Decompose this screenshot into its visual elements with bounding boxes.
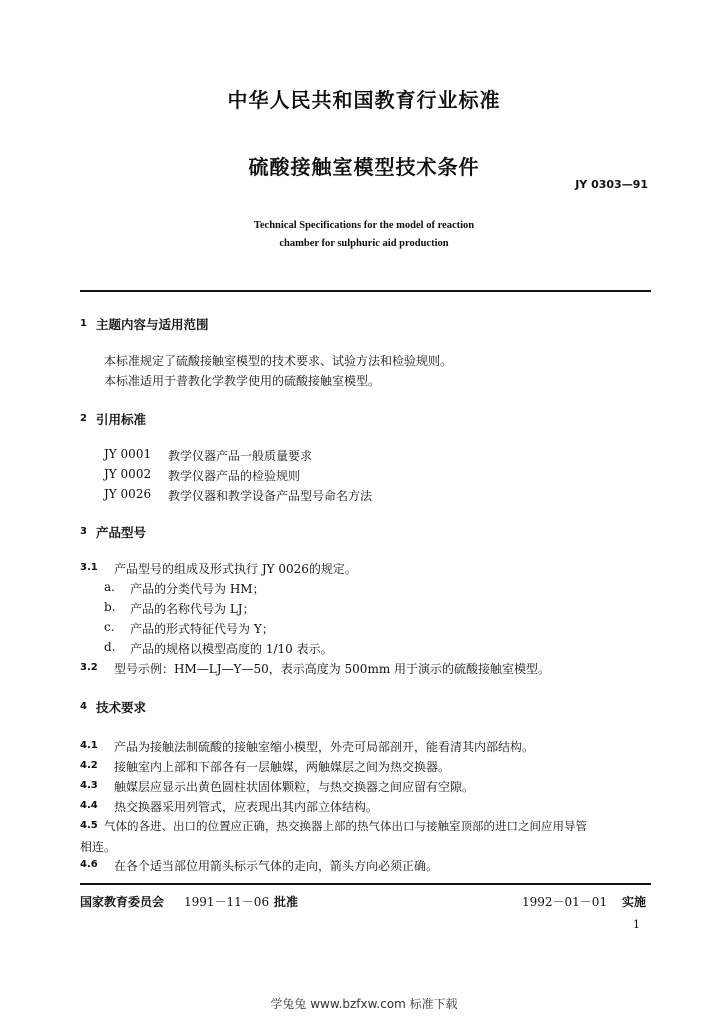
list-item-text: 产品的规格以模型高度的 1/10 表示。 (130, 642, 333, 656)
list-item-text: 产品的分类代号为 HM； (130, 582, 265, 596)
clause-text-continued: 相连。 (80, 840, 117, 854)
clause-text: 产品为接触法制硫酸的接触室缩小模型，外壳可局部剖开，能看清其内部结构。 (114, 740, 535, 754)
clause-number: 4.6 (80, 859, 98, 870)
reference-text: 教学仪器产品的检验规则 (168, 469, 301, 483)
section-1-para-2: 本标准适用于普教化学教学使用的硫酸接触室模型。 (104, 374, 381, 388)
section-2-title: 引用标准 (96, 412, 147, 427)
page-number: 1 (633, 918, 640, 931)
effective-label: 实施 (622, 895, 647, 909)
header-rule (80, 290, 651, 292)
clause-3-2-text: 型号示例：HM—LJ—Y—50，表示高度为 500mm 用于演示的硫酸接触室模型。 (114, 662, 551, 676)
clause-text: 触媒层应显示出黄色圆柱状固体颗粒，与热交换器之间应留有空隙。 (114, 780, 475, 794)
clause-number: 4.3 (80, 780, 98, 791)
reference-text: 教学仪器产品一般质量要求 (168, 449, 313, 463)
clause-number: 4.1 (80, 740, 98, 751)
approve-date: 1991－11－06 (184, 895, 270, 909)
reference-code: JY 0002 (104, 467, 152, 481)
list-item-label: a. (104, 580, 115, 594)
clause-text: 气体的各进、出口的位置应正确，热交换器上部的热气体出口与接触室顶部的进口之间应用导管 (104, 819, 587, 833)
section-1-number: 1 (80, 318, 87, 329)
clause-number: 4.4 (80, 800, 98, 811)
approve-label: 批准 (274, 895, 299, 909)
clause-number: 4.2 (80, 760, 98, 771)
clause-text: 热交换器采用列管式，应表现出其内部立体结构。 (114, 800, 379, 814)
issuer: 国家教育委员会 (80, 895, 165, 909)
section-4-number: 4 (80, 701, 87, 712)
clause-3-2-number: 3.2 (80, 662, 98, 673)
english-title-line1: Technical Specifications for the model of reaction (253, 220, 475, 231)
watermark: 学兔兔 www.bzfxw.com 标准下载 (270, 997, 458, 1011)
list-item-text: 产品的形式特征代号为 Y； (130, 622, 274, 636)
clause-3-1-number: 3.1 (80, 562, 98, 573)
reference-text: 教学仪器和教学设备产品型号命名方法 (168, 489, 373, 503)
section-4-title: 技术要求 (96, 700, 147, 715)
section-3-title: 产品型号 (96, 525, 147, 540)
reference-code: JY 0001 (104, 447, 152, 461)
clause-3-1-text: 产品型号的组成及形式执行 JY 0026的规定。 (114, 562, 357, 576)
reference-code: JY 0026 (104, 487, 152, 501)
section-3-number: 3 (80, 526, 87, 537)
section-2-number: 2 (80, 413, 87, 424)
clause-text: 接触室内上部和下部各有一层触媒，两触媒层之间为热交换器。 (114, 760, 451, 774)
document-title: 硫酸接触室模型技术条件 (248, 155, 480, 179)
footer-rule (80, 883, 651, 885)
clause-number: 4.5 (80, 820, 98, 831)
organization-title: 中华人民共和国教育行业标准 (227, 88, 501, 112)
list-item-label: b. (104, 600, 116, 614)
list-item-text: 产品的名称代号为 LJ； (130, 602, 255, 616)
list-item-label: d. (104, 640, 116, 654)
clause-text: 在各个适当部位用箭头标示气体的走向，箭头方向必须正确。 (114, 859, 439, 873)
effective-date: 1992－01－01 (522, 895, 608, 909)
list-item-label: c. (104, 620, 115, 634)
section-1-para-1: 本标准规定了硫酸接触室模型的技术要求、试验方法和检验规则。 (104, 354, 453, 368)
english-title-line2: chamber for sulphuric aid production (279, 238, 449, 249)
section-1-title: 主题内容与适用范围 (96, 317, 209, 332)
standard-code: JY 0303—91 (575, 178, 648, 191)
